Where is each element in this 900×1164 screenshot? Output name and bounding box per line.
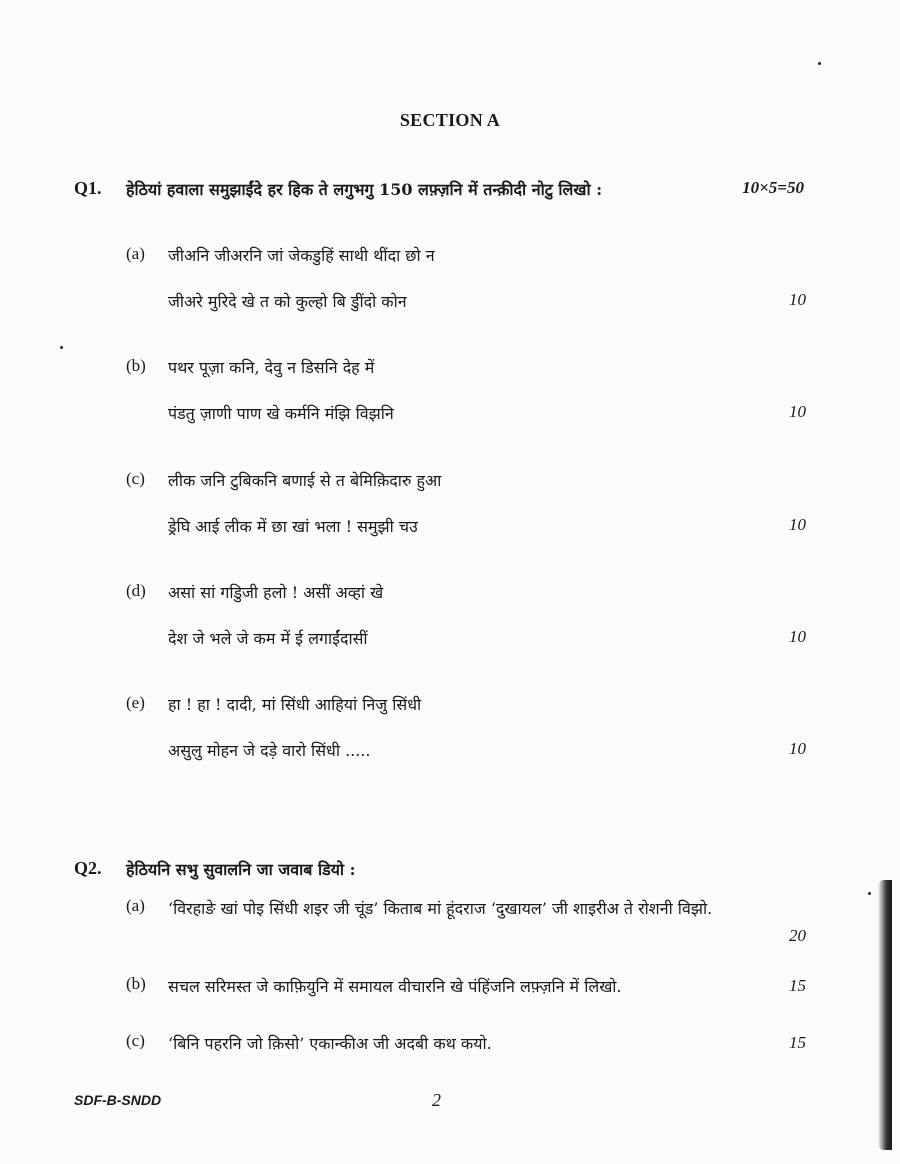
- verse-line-1: लीक जनि टुबिकनि बणाई से त बेमिक़िदारु हुआ: [168, 471, 442, 490]
- verse-line-1: असां सां गडुिजी हलो ! असीं अव्हां खे: [168, 583, 384, 602]
- q1-prompt: हेठियां हवाला समुझाईंदे हर हिक ते लगुभगु 150 लफ़्ज़नि में तन्क़ीदी नोटु लिखो :: [126, 180, 603, 199]
- part-marks: 10: [789, 402, 806, 421]
- verse-line-2: जीअरे मुरिदे खे त को कुल्हो बि डुींदो कोन: [168, 292, 407, 311]
- part-label: (a): [126, 896, 145, 915]
- part-label: (d): [126, 581, 146, 600]
- q1-number: Q1.: [74, 178, 102, 198]
- part-marks: 10: [789, 627, 806, 646]
- scan-speck: [818, 62, 821, 65]
- verse-line-1: हा ! हा ! दादी, मां सिंधी आहियां निजु सिंधी: [168, 695, 422, 714]
- part-label: (b): [126, 974, 146, 993]
- q2-prompt: हेठियनि सभु सुवालनि जा जवाब डियो :: [126, 860, 356, 879]
- part-marks: 15: [789, 976, 806, 995]
- part-marks: 10: [789, 515, 806, 534]
- part-marks: 10: [789, 739, 806, 758]
- scan-speck: [60, 346, 63, 349]
- verse-line-2: पंडतु ज़ाणी पाण खे कर्मनि मंझि विझनि: [168, 404, 394, 423]
- verse-line-2: देश जे भले जे कम में ई लगाईंदासीं: [168, 629, 368, 648]
- verse-line-1: पथर पूज़ा कनि, देवु न डिसनि देह में: [168, 358, 375, 377]
- part-label: (b): [126, 356, 146, 375]
- part-marks: 15: [789, 1033, 806, 1052]
- paper-code: SDF-B-SNDD: [74, 1092, 162, 1108]
- page-number: 2: [432, 1090, 441, 1110]
- q1-marks: 10×5=50: [742, 178, 804, 197]
- part-marks: 10: [789, 290, 806, 309]
- section-title: SECTION A: [399, 110, 501, 130]
- scan-speck: [868, 892, 871, 895]
- verse-line-1: जीअनि जीअरनि जां जेकडुहिं साथी थींदा छो न: [168, 246, 435, 265]
- part-marks: 20: [789, 926, 806, 945]
- verse-line-2: ड्रेघि आई लीक में छा खां भला ! समुझी चउ: [168, 517, 418, 536]
- question-text: सचल सरिमस्त जे काफ़ियुनि में समायल वीचारनि खे पंहिंजनि लफ़्ज़नि में लिखो.: [168, 977, 622, 996]
- part-label: (c): [126, 469, 145, 488]
- verse-line-2: असुलु मोहन जे दड़े वारो सिंधी .....: [168, 741, 371, 760]
- part-label: (a): [126, 244, 145, 263]
- part-label: (c): [126, 1031, 145, 1050]
- part-label: (e): [126, 693, 145, 712]
- q2-number: Q2.: [74, 858, 102, 878]
- question-text: ‘विरहाङे खां पोइ सिंधी शइर जी चूंड’ किताब मां हूंदराज ‘दुखायल’ जी शाइरीअ ते रोशनी विझो.: [168, 899, 713, 918]
- question-text: ‘बिनि पहरनि जो क़िसो’ एकान्कीअ जी अदबी कथ कयो.: [168, 1034, 492, 1053]
- scan-shadow: [878, 880, 892, 1150]
